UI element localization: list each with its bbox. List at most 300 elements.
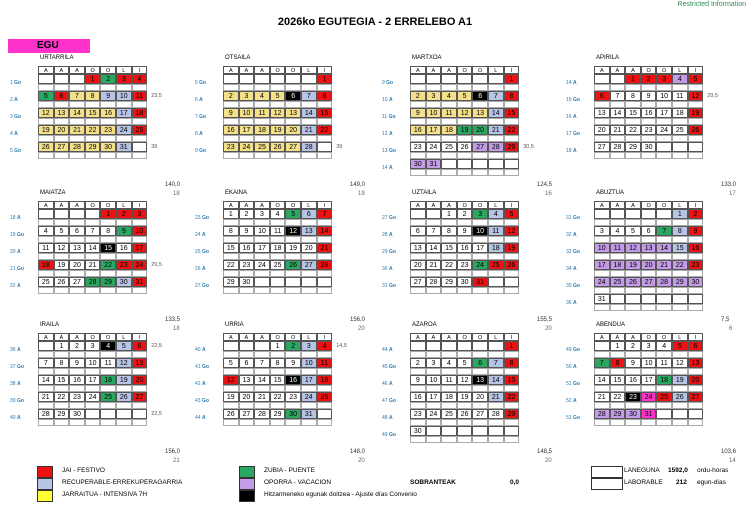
day-cell[interactable]: 8 (504, 91, 520, 101)
day-cell[interactable] (594, 209, 610, 219)
day-cell[interactable]: 7 (488, 91, 504, 101)
day-cell[interactable] (688, 294, 704, 304)
day-cell[interactable]: 18 (100, 375, 116, 385)
day-cell[interactable] (38, 341, 54, 351)
day-cell[interactable]: 9 (410, 108, 426, 118)
day-cell[interactable]: 29 (223, 277, 239, 287)
day-cell[interactable]: 1 (100, 209, 116, 219)
day-cell[interactable]: 28 (69, 142, 85, 152)
day-cell[interactable]: 25 (610, 277, 626, 287)
day-cell[interactable] (223, 74, 239, 84)
day-cell[interactable]: 1 (625, 74, 641, 84)
day-cell[interactable]: 19 (457, 392, 473, 402)
day-cell[interactable] (472, 74, 488, 84)
day-cell[interactable] (457, 341, 473, 351)
day-cell[interactable]: 28 (610, 142, 626, 152)
day-cell[interactable] (472, 426, 488, 436)
day-cell[interactable]: 14 (85, 243, 101, 253)
day-cell[interactable]: 16 (100, 108, 116, 118)
day-cell[interactable]: 5 (457, 358, 473, 368)
day-cell[interactable]: 15 (317, 108, 333, 118)
day-cell[interactable] (85, 409, 101, 419)
day-cell[interactable]: 7 (656, 226, 672, 236)
day-cell[interactable]: 17 (594, 260, 610, 270)
day-cell[interactable]: 18 (132, 108, 148, 118)
day-cell[interactable]: 21 (254, 392, 270, 402)
day-cell[interactable]: 24 (116, 125, 132, 135)
day-cell[interactable] (656, 209, 672, 219)
day-cell[interactable] (441, 426, 457, 436)
day-cell[interactable]: 18 (254, 125, 270, 135)
day-cell[interactable]: 17 (656, 108, 672, 118)
day-cell[interactable]: 6 (641, 226, 657, 236)
day-cell[interactable] (410, 341, 426, 351)
day-cell[interactable]: 24 (594, 277, 610, 287)
day-cell[interactable]: 1 (317, 74, 333, 84)
day-cell[interactable]: 23 (223, 142, 239, 152)
day-cell[interactable] (254, 74, 270, 84)
day-cell[interactable]: 31 (132, 277, 148, 287)
day-cell[interactable]: 8 (54, 358, 70, 368)
day-cell[interactable]: 16 (457, 243, 473, 253)
day-cell[interactable]: 22 (100, 260, 116, 270)
day-cell[interactable]: 3 (656, 74, 672, 84)
day-cell[interactable]: 22 (504, 125, 520, 135)
day-cell[interactable]: 1 (270, 341, 286, 351)
day-cell[interactable]: 12 (672, 358, 688, 368)
day-cell[interactable]: 19 (672, 375, 688, 385)
day-cell[interactable]: 30 (100, 142, 116, 152)
day-cell[interactable] (100, 409, 116, 419)
day-cell[interactable]: 14 (610, 108, 626, 118)
day-cell[interactable]: 11 (132, 91, 148, 101)
day-cell[interactable]: 19 (116, 375, 132, 385)
day-cell[interactable] (610, 74, 626, 84)
day-cell[interactable]: 26 (457, 409, 473, 419)
day-cell[interactable]: 29 (504, 409, 520, 419)
day-cell[interactable]: 31 (472, 277, 488, 287)
day-cell[interactable] (410, 209, 426, 219)
day-cell[interactable]: 19 (38, 125, 54, 135)
day-cell[interactable]: 6 (301, 209, 317, 219)
day-cell[interactable]: 4 (38, 226, 54, 236)
day-cell[interactable]: 10 (254, 226, 270, 236)
day-cell[interactable]: 11 (672, 91, 688, 101)
day-cell[interactable]: 2 (69, 341, 85, 351)
day-cell[interactable]: 7 (69, 91, 85, 101)
day-cell[interactable]: 2 (223, 91, 239, 101)
day-cell[interactable]: 12 (270, 108, 286, 118)
day-cell[interactable]: 31 (641, 409, 657, 419)
day-cell[interactable]: 19 (504, 243, 520, 253)
day-cell[interactable]: 16 (641, 108, 657, 118)
day-cell[interactable]: 3 (132, 209, 148, 219)
day-cell[interactable] (301, 74, 317, 84)
day-cell[interactable]: 21 (594, 392, 610, 402)
day-cell[interactable]: 26 (457, 142, 473, 152)
day-cell[interactable]: 20 (132, 375, 148, 385)
day-cell[interactable]: 6 (132, 341, 148, 351)
day-cell[interactable]: 9 (69, 358, 85, 368)
day-cell[interactable]: 22 (270, 392, 286, 402)
day-cell[interactable]: 8 (625, 91, 641, 101)
day-cell[interactable]: 6 (54, 91, 70, 101)
day-cell[interactable]: 3 (85, 341, 101, 351)
day-cell[interactable]: 12 (38, 108, 54, 118)
day-cell[interactable]: 4 (254, 91, 270, 101)
day-cell[interactable]: 11 (38, 243, 54, 253)
day-cell[interactable]: 5 (270, 91, 286, 101)
day-cell[interactable]: 15 (610, 375, 626, 385)
day-cell[interactable] (625, 209, 641, 219)
day-cell[interactable]: 25 (100, 392, 116, 402)
day-cell[interactable] (472, 341, 488, 351)
day-cell[interactable]: 9 (239, 226, 255, 236)
day-cell[interactable] (426, 426, 442, 436)
day-cell[interactable]: 22 (223, 260, 239, 270)
day-cell[interactable]: 28 (488, 409, 504, 419)
day-cell[interactable] (457, 74, 473, 84)
day-cell[interactable]: 11 (656, 358, 672, 368)
day-cell[interactable]: 20 (54, 125, 70, 135)
day-cell[interactable]: 16 (116, 243, 132, 253)
day-cell[interactable]: 10 (641, 358, 657, 368)
day-cell[interactable]: 18 (656, 375, 672, 385)
day-cell[interactable]: 20 (239, 392, 255, 402)
day-cell[interactable]: 11 (441, 375, 457, 385)
day-cell[interactable]: 17 (641, 375, 657, 385)
day-cell[interactable]: 23 (410, 409, 426, 419)
day-cell[interactable]: 27 (472, 142, 488, 152)
day-cell[interactable]: 2 (688, 209, 704, 219)
day-cell[interactable] (688, 142, 704, 152)
day-cell[interactable]: 14 (594, 375, 610, 385)
day-cell[interactable]: 27 (132, 392, 148, 402)
day-cell[interactable] (254, 341, 270, 351)
day-cell[interactable]: 27 (641, 277, 657, 287)
day-cell[interactable]: 22 (610, 392, 626, 402)
day-cell[interactable] (594, 74, 610, 84)
day-cell[interactable]: 20 (285, 125, 301, 135)
day-cell[interactable] (54, 74, 70, 84)
day-cell[interactable]: 1 (610, 341, 626, 351)
day-cell[interactable]: 3 (426, 91, 442, 101)
day-cell[interactable] (38, 209, 54, 219)
day-cell[interactable]: 26 (504, 260, 520, 270)
day-cell[interactable]: 14 (69, 108, 85, 118)
day-cell[interactable]: 19 (457, 125, 473, 135)
day-cell[interactable]: 4 (317, 341, 333, 351)
day-cell[interactable]: 5 (285, 209, 301, 219)
day-cell[interactable] (317, 142, 333, 152)
day-cell[interactable]: 9 (457, 226, 473, 236)
day-cell[interactable]: 31 (426, 159, 442, 169)
day-cell[interactable]: 16 (285, 375, 301, 385)
day-cell[interactable]: 8 (441, 226, 457, 236)
day-cell[interactable]: 21 (317, 243, 333, 253)
day-cell[interactable]: 17 (254, 243, 270, 253)
day-cell[interactable]: 22 (625, 125, 641, 135)
day-cell[interactable]: 23 (100, 125, 116, 135)
day-cell[interactable]: 11 (441, 108, 457, 118)
day-cell[interactable] (116, 409, 132, 419)
day-cell[interactable] (488, 277, 504, 287)
day-cell[interactable]: 30 (69, 409, 85, 419)
day-cell[interactable]: 12 (457, 375, 473, 385)
day-cell[interactable]: 17 (116, 108, 132, 118)
day-cell[interactable]: 5 (116, 341, 132, 351)
day-cell[interactable]: 27 (594, 142, 610, 152)
day-cell[interactable]: 14 (38, 375, 54, 385)
day-cell[interactable]: 27 (239, 409, 255, 419)
day-cell[interactable]: 22 (317, 125, 333, 135)
day-cell[interactable]: 7 (38, 358, 54, 368)
day-cell[interactable]: 20 (641, 260, 657, 270)
day-cell[interactable]: 14 (317, 226, 333, 236)
day-cell[interactable]: 15 (223, 243, 239, 253)
day-cell[interactable]: 7 (594, 358, 610, 368)
day-cell[interactable]: 9 (223, 108, 239, 118)
day-cell[interactable] (672, 294, 688, 304)
day-cell[interactable]: 21 (610, 125, 626, 135)
day-cell[interactable]: 28 (38, 409, 54, 419)
day-cell[interactable]: 25 (254, 142, 270, 152)
day-cell[interactable]: 14 (426, 243, 442, 253)
day-cell[interactable]: 2 (410, 358, 426, 368)
day-cell[interactable]: 29 (54, 409, 70, 419)
day-cell[interactable]: 18 (488, 243, 504, 253)
day-cell[interactable]: 14 (656, 243, 672, 253)
day-cell[interactable]: 23 (688, 260, 704, 270)
day-cell[interactable]: 28 (254, 409, 270, 419)
day-cell[interactable]: 23 (410, 142, 426, 152)
day-cell[interactable]: 3 (301, 341, 317, 351)
day-cell[interactable] (504, 277, 520, 287)
day-cell[interactable]: 20 (301, 243, 317, 253)
day-cell[interactable]: 28 (85, 277, 101, 287)
day-cell[interactable]: 23 (641, 125, 657, 135)
day-cell[interactable]: 29 (270, 409, 286, 419)
day-cell[interactable]: 2 (625, 341, 641, 351)
day-cell[interactable]: 13 (688, 358, 704, 368)
day-cell[interactable]: 21 (85, 260, 101, 270)
day-cell[interactable] (488, 341, 504, 351)
day-cell[interactable]: 24 (656, 125, 672, 135)
day-cell[interactable]: 21 (426, 260, 442, 270)
day-cell[interactable]: 27 (69, 277, 85, 287)
day-cell[interactable] (625, 294, 641, 304)
day-cell[interactable] (488, 74, 504, 84)
day-cell[interactable] (641, 209, 657, 219)
day-cell[interactable]: 4 (441, 358, 457, 368)
day-cell[interactable]: 1 (441, 209, 457, 219)
day-cell[interactable]: 12 (688, 91, 704, 101)
day-cell[interactable]: 15 (54, 375, 70, 385)
day-cell[interactable]: 23 (69, 392, 85, 402)
day-cell[interactable]: 9 (116, 226, 132, 236)
day-cell[interactable]: 26 (54, 277, 70, 287)
day-cell[interactable]: 15 (85, 108, 101, 118)
day-cell[interactable]: 24 (472, 260, 488, 270)
day-cell[interactable] (239, 74, 255, 84)
day-cell[interactable]: 1 (223, 209, 239, 219)
day-cell[interactable]: 24 (239, 142, 255, 152)
day-cell[interactable] (69, 74, 85, 84)
day-cell[interactable] (610, 294, 626, 304)
day-cell[interactable]: 15 (441, 243, 457, 253)
day-cell[interactable]: 1 (504, 74, 520, 84)
day-cell[interactable]: 23 (285, 392, 301, 402)
day-cell[interactable]: 31 (116, 142, 132, 152)
day-cell[interactable]: 11 (610, 243, 626, 253)
day-cell[interactable]: 27 (688, 392, 704, 402)
day-cell[interactable]: 5 (54, 226, 70, 236)
day-cell[interactable]: 10 (132, 226, 148, 236)
day-cell[interactable]: 19 (688, 108, 704, 118)
day-cell[interactable]: 13 (285, 108, 301, 118)
day-cell[interactable] (426, 341, 442, 351)
day-cell[interactable] (672, 409, 688, 419)
day-cell[interactable]: 10 (301, 358, 317, 368)
day-cell[interactable]: 12 (223, 375, 239, 385)
day-cell[interactable] (504, 426, 520, 436)
day-cell[interactable] (132, 409, 148, 419)
day-cell[interactable]: 30 (625, 409, 641, 419)
day-cell[interactable]: 26 (285, 260, 301, 270)
day-cell[interactable]: 10 (426, 108, 442, 118)
day-cell[interactable]: 21 (301, 125, 317, 135)
day-cell[interactable]: 21 (656, 260, 672, 270)
day-cell[interactable]: 25 (132, 125, 148, 135)
day-cell[interactable]: 2 (239, 209, 255, 219)
day-cell[interactable]: 17 (426, 392, 442, 402)
day-cell[interactable]: 24 (85, 392, 101, 402)
day-cell[interactable]: 17 (132, 243, 148, 253)
day-cell[interactable]: 18 (317, 375, 333, 385)
day-cell[interactable]: 28 (426, 277, 442, 287)
day-cell[interactable]: 13 (641, 243, 657, 253)
day-cell[interactable]: 13 (239, 375, 255, 385)
day-cell[interactable]: 24 (426, 409, 442, 419)
day-cell[interactable] (317, 409, 333, 419)
day-cell[interactable]: 15 (504, 108, 520, 118)
day-cell[interactable]: 20 (69, 260, 85, 270)
day-cell[interactable]: 8 (672, 226, 688, 236)
day-cell[interactable]: 12 (116, 358, 132, 368)
day-cell[interactable]: 25 (270, 260, 286, 270)
day-cell[interactable] (54, 209, 70, 219)
day-cell[interactable]: 29 (441, 277, 457, 287)
day-cell[interactable]: 3 (426, 358, 442, 368)
day-cell[interactable]: 20 (688, 375, 704, 385)
day-cell[interactable]: 25 (38, 277, 54, 287)
day-cell[interactable]: 21 (69, 125, 85, 135)
day-cell[interactable]: 24 (301, 392, 317, 402)
day-cell[interactable]: 28 (317, 260, 333, 270)
day-cell[interactable]: 10 (116, 91, 132, 101)
day-cell[interactable]: 11 (317, 358, 333, 368)
day-cell[interactable] (38, 74, 54, 84)
day-cell[interactable]: 4 (610, 226, 626, 236)
day-cell[interactable]: 31 (594, 294, 610, 304)
day-cell[interactable] (504, 159, 520, 169)
day-cell[interactable]: 30 (239, 277, 255, 287)
day-cell[interactable]: 21 (38, 392, 54, 402)
day-cell[interactable]: 17 (85, 375, 101, 385)
day-cell[interactable]: 6 (239, 358, 255, 368)
day-cell[interactable] (656, 409, 672, 419)
day-cell[interactable]: 15 (625, 108, 641, 118)
day-cell[interactable]: 11 (488, 226, 504, 236)
day-cell[interactable]: 6 (285, 91, 301, 101)
day-cell[interactable]: 4 (132, 74, 148, 84)
day-cell[interactable]: 24 (641, 392, 657, 402)
day-cell[interactable]: 30 (688, 277, 704, 287)
day-cell[interactable]: 26 (672, 392, 688, 402)
day-cell[interactable] (301, 277, 317, 287)
day-cell[interactable]: 15 (100, 243, 116, 253)
day-cell[interactable]: 25 (317, 392, 333, 402)
day-cell[interactable] (656, 142, 672, 152)
day-cell[interactable] (672, 142, 688, 152)
day-cell[interactable]: 13 (301, 226, 317, 236)
day-cell[interactable]: 5 (672, 341, 688, 351)
day-cell[interactable]: 16 (223, 125, 239, 135)
day-cell[interactable]: 13 (472, 108, 488, 118)
day-cell[interactable]: 6 (472, 91, 488, 101)
day-cell[interactable]: 6 (472, 358, 488, 368)
day-cell[interactable]: 3 (594, 226, 610, 236)
day-cell[interactable]: 27 (301, 260, 317, 270)
day-cell[interactable]: 12 (54, 243, 70, 253)
day-cell[interactable]: 2 (641, 74, 657, 84)
day-cell[interactable]: 3 (472, 209, 488, 219)
day-cell[interactable]: 13 (132, 358, 148, 368)
day-cell[interactable]: 3 (641, 341, 657, 351)
day-cell[interactable]: 26 (116, 392, 132, 402)
day-cell[interactable] (270, 277, 286, 287)
day-cell[interactable]: 27 (472, 409, 488, 419)
day-cell[interactable]: 1 (504, 341, 520, 351)
day-cell[interactable]: 11 (100, 358, 116, 368)
day-cell[interactable] (457, 426, 473, 436)
day-cell[interactable]: 17 (239, 125, 255, 135)
day-cell[interactable] (441, 159, 457, 169)
day-cell[interactable]: 16 (688, 243, 704, 253)
day-cell[interactable]: 17 (301, 375, 317, 385)
day-cell[interactable] (270, 74, 286, 84)
day-cell[interactable]: 27 (54, 142, 70, 152)
day-cell[interactable]: 26 (688, 125, 704, 135)
day-cell[interactable]: 8 (270, 358, 286, 368)
day-cell[interactable]: 22 (672, 260, 688, 270)
day-cell[interactable]: 10 (472, 226, 488, 236)
day-cell[interactable]: 6 (69, 226, 85, 236)
day-cell[interactable]: 3 (254, 209, 270, 219)
day-cell[interactable]: 9 (625, 358, 641, 368)
day-cell[interactable]: 7 (610, 91, 626, 101)
day-cell[interactable]: 19 (285, 243, 301, 253)
day-cell[interactable]: 13 (594, 108, 610, 118)
day-cell[interactable]: 31 (301, 409, 317, 419)
day-cell[interactable]: 8 (85, 91, 101, 101)
day-cell[interactable]: 4 (656, 341, 672, 351)
day-cell[interactable]: 22 (441, 260, 457, 270)
day-cell[interactable]: 6 (688, 341, 704, 351)
day-cell[interactable]: 12 (457, 108, 473, 118)
day-cell[interactable]: 14 (254, 375, 270, 385)
day-cell[interactable]: 29 (625, 142, 641, 152)
